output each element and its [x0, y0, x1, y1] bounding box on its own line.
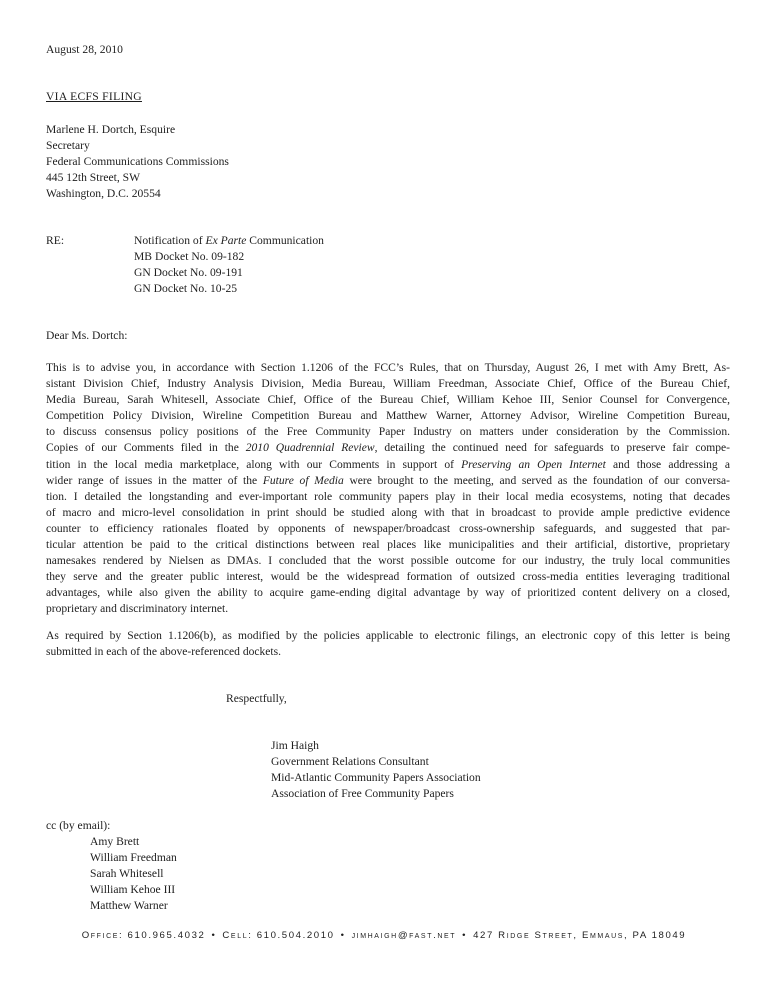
- re-title-suffix: Communication: [246, 234, 324, 247]
- body-paragraph-1: [46, 360, 730, 618]
- future-of-media-title: Future of Media: [262, 474, 344, 487]
- footer-cell-phone: Cell: 610.504.2010: [222, 930, 335, 941]
- recipient-line: 445 12th Street, SW: [46, 171, 141, 184]
- paragraph-line: namesakes rendered by Nielsen as DMAs. I concluded that the worst possible outcome for our industry, the truly local communities: [46, 555, 730, 568]
- re-title: [134, 233, 324, 249]
- footer-separator: •: [340, 930, 346, 941]
- recipient-line: Federal Communications Commissions: [46, 155, 229, 168]
- recipient-line: Secretary: [46, 139, 90, 152]
- paragraph-line: ticular attention be paid to the critical distinctions between real places like municipalities and their artificial, distortive, proprietary: [46, 539, 730, 552]
- footer-separator: •: [211, 930, 217, 941]
- open-internet-title: Preserving an Open Internet: [461, 458, 606, 471]
- paragraph-line: advantages, while also given the ability to acquire game-ending digital advantage by way of prioritized content delivery on a closed,: [46, 587, 730, 600]
- closing: Respectfully,: [226, 692, 287, 705]
- recipient-line: Marlene H. Dortch, Esquire: [46, 123, 176, 136]
- body-paragraph-2: [46, 628, 730, 660]
- paragraph-line: sistant Division Chief, Industry Analysis Division, Media Bureau, William Freedman, Associate Chief, Office of the Bureau Chief,: [46, 378, 730, 391]
- cc-name: Sarah Whitesell: [90, 867, 164, 880]
- signature-block: [271, 738, 481, 802]
- quadrennial-review-title: 2010 Quadrennial Review: [245, 442, 375, 455]
- footer-office-phone: Office: 610.965.4032: [81, 930, 206, 941]
- cc-name: William Freedman: [90, 851, 177, 864]
- letter-date: August 28, 2010: [46, 43, 123, 56]
- via-line: VIA ECFS FILING: [46, 90, 142, 103]
- letterhead-footer: [0, 928, 768, 944]
- signer-title: Government Relations Consultant: [271, 755, 429, 768]
- paragraph-line: counter to efficiency rationales floated by opponents of newspaper/broadcast cross-ownership safeguards, and suggested that par-: [46, 522, 730, 535]
- paragraph-line: to discuss consensus policy positions of the Free Community Paper Industry on matters under consideration by the Commission.: [46, 426, 730, 439]
- cc-list: [90, 834, 177, 914]
- paragraph-line: Copies of our Comments filed in the 2010 Quadrennial Review, detailing the continued need for safeguards to preserve fair compe-: [46, 442, 730, 455]
- paragraph-line: tition in the local media marketplace, along with our Comments in support of Preserving an Open Internet and those addressing a: [46, 458, 730, 471]
- paragraph-line: This is to advise you, in accordance with Section 1.1206 of the FCC’s Rules, that on Thursday, August 26, I met with Amy Brett, As-: [46, 362, 730, 374]
- paragraph-line: they serve and the greater public interest, would be the widespread formation of outsized cross-media entities leveraging traditional: [46, 571, 730, 584]
- signer-name: Jim Haigh: [271, 739, 319, 752]
- recipient-address: [46, 122, 229, 202]
- signer-organization: Association of Free Community Papers: [271, 787, 454, 800]
- cc-name: Amy Brett: [90, 835, 140, 848]
- re-title-italic: Ex Parte: [205, 234, 247, 247]
- re-label: RE:: [46, 234, 65, 247]
- docket-line: GN Docket No. 10-25: [134, 282, 238, 295]
- docket-line: GN Docket No. 09-191: [134, 266, 243, 279]
- paragraph-line: As required by Section 1.1206(b), as modified by the policies applicable to electronic filings, an electronic copy of this letter is being: [46, 630, 730, 642]
- recipient-line: Washington, D.C. 20554: [46, 187, 161, 200]
- signer-organization: Mid-Atlantic Community Papers Association: [271, 771, 481, 784]
- re-subject: [134, 233, 324, 297]
- paragraph-line: submitted in each of the above-referenced dockets.: [46, 646, 282, 659]
- cc-label: cc (by email):: [46, 819, 111, 832]
- docket-line: MB Docket No. 09-182: [134, 250, 245, 263]
- paragraph-line: tion. I detailed the longstanding and ever-important role community papers play in their local media ecosystems, noting that decades: [46, 490, 730, 503]
- paragraph-line: Media Bureau, Sarah Whitesell, Associate Chief, Office of the Bureau Chief, William Kehoe III, Senior Counsel for Convergence,: [46, 394, 730, 407]
- cc-name: Matthew Warner: [90, 899, 168, 912]
- paragraph-line: of macro and micro-level consolidation in print should be studied along with that in broadcast to provide ample predictive evidence: [46, 506, 730, 519]
- re-title-prefix: Notification of: [134, 234, 206, 247]
- footer-address: 427 Ridge Street, Emmaus, PA 18049: [473, 930, 687, 941]
- salutation: Dear Ms. Dortch:: [46, 329, 128, 342]
- footer-separator: •: [462, 930, 468, 941]
- cc-name: William Kehoe III: [90, 883, 176, 896]
- paragraph-line: wider range of issues in the matter of the Future of Media were brought to the meeting, and served as the foundation of our conversa-: [46, 474, 730, 487]
- footer-email: jimhaigh@fast.net: [351, 930, 457, 941]
- paragraph-line: Competition Policy Division, Wireline Competition Bureau and Matthew Warner, Attorney Advisor, Wireline Competition Bureau,: [46, 410, 730, 423]
- paragraph-line: proprietary and discriminatory internet.: [46, 603, 229, 616]
